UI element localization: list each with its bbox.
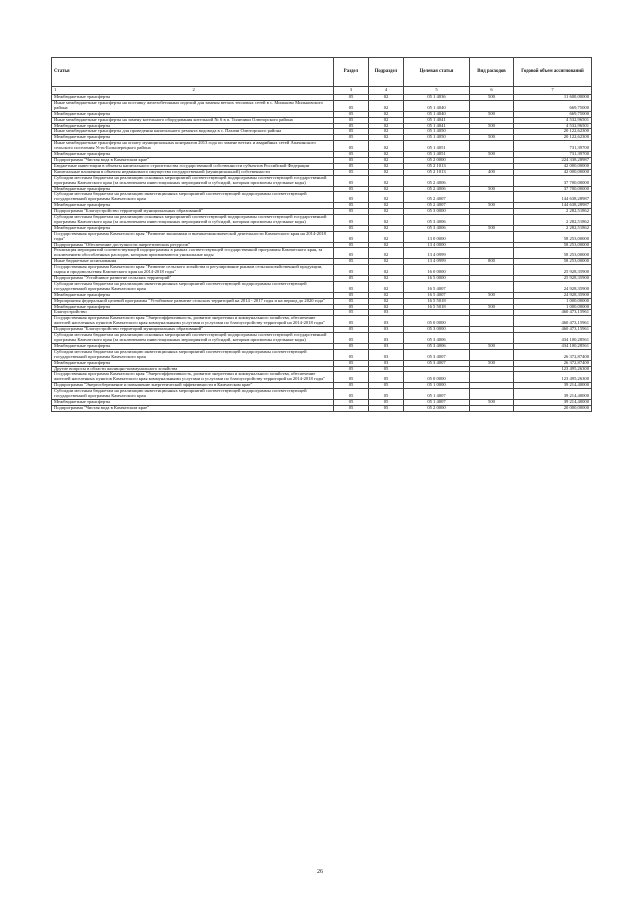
row-section: 05	[334, 372, 369, 383]
row-amount: 58 253,00000	[514, 248, 592, 259]
row-target: 05 1 4007	[404, 389, 470, 400]
row-subsection: 02	[369, 152, 404, 158]
row-target: 13 0 0000	[404, 231, 470, 242]
row-target: 05 1 4050	[404, 135, 470, 141]
row-name: Межбюджетные трансферты	[52, 135, 334, 141]
row-subsection: 02	[369, 209, 404, 215]
row-amount: 731,39700	[514, 141, 592, 152]
row-section: 05	[334, 265, 369, 276]
row-amount: 37 700,00000	[514, 186, 592, 192]
row-target: 05 2 1013	[404, 169, 470, 175]
row-subsection: 02	[369, 203, 404, 209]
row-expense	[470, 175, 514, 186]
row-name: Благоустройство	[52, 310, 334, 316]
row-expense	[470, 215, 514, 226]
header-name: Статья	[52, 58, 334, 87]
table-header-row	[52, 58, 592, 87]
row-target: 05 1 4040	[404, 100, 470, 111]
row-section: 05	[334, 225, 369, 231]
table-row	[52, 389, 592, 400]
row-subsection: 03	[369, 360, 404, 366]
table-row	[52, 333, 592, 344]
row-amount: 20 000,00000	[514, 405, 592, 411]
header-subsection: Подраздел	[369, 58, 404, 87]
row-name: Межбюджетные трансферты	[52, 399, 334, 405]
row-expense: 500	[470, 152, 514, 158]
row-name: Иные межбюджетные трансферты на поставку железобетонных изделий для замены ветхих тепловых сетей в с. Мильково Мильковского района	[52, 100, 334, 111]
row-section: 05	[334, 399, 369, 405]
row-subsection: 02	[369, 117, 404, 123]
row-section: 05	[334, 129, 369, 135]
row-expense: 500	[470, 203, 514, 209]
row-expense: 500	[470, 304, 514, 310]
table-row	[52, 405, 592, 411]
row-name: Субсидии местным бюджетам на реализацию инвестиционных мероприятий соответствующей подпрограммы соответствующей государственной программы Камчатского края	[52, 349, 334, 360]
row-target: 05 0 0000	[404, 316, 470, 327]
row-name: Другие вопросы в области жилищно-коммунального хозяйства	[52, 366, 334, 372]
row-target: 05 2 4007	[404, 192, 470, 203]
row-section: 05	[334, 248, 369, 259]
row-subsection: 02	[369, 225, 404, 231]
row-section: 05	[334, 231, 369, 242]
row-target: 16 5 4007	[404, 281, 470, 292]
row-expense: 500	[470, 186, 514, 192]
row-section: 05	[334, 276, 369, 282]
row-amount: 224 338,28987	[514, 157, 592, 163]
row-section: 05	[334, 215, 369, 226]
row-section: 05	[334, 343, 369, 349]
row-expense: 500	[470, 399, 514, 405]
row-expense: 500	[470, 95, 514, 101]
row-section: 05	[334, 281, 369, 292]
header-section: Раздел	[334, 58, 369, 87]
row-amount: 25 928,35900	[514, 276, 592, 282]
row-amount: 20 122,62300	[514, 135, 592, 141]
row-subsection: 02	[369, 169, 404, 175]
row-subsection: 02	[369, 298, 404, 304]
column-number: 7	[514, 87, 592, 95]
row-subsection: 05	[369, 383, 404, 389]
row-subsection: 02	[369, 157, 404, 163]
row-name: Субсидии местным бюджетам на реализацию основных мероприятий соответствующей подпрограммы соответствующей государственной программы Камчатского края (за исключением инвестиционных мероприятий и субсидий, которым присвоены отдельные коды)	[52, 333, 334, 344]
row-section: 05	[334, 100, 369, 111]
row-expense	[470, 192, 514, 203]
header-expense: Вид расходов	[470, 58, 514, 87]
row-amount: 731,39700	[514, 152, 592, 158]
row-target: 05 3 4006	[404, 225, 470, 231]
row-target: 05 1 4040	[404, 111, 470, 117]
row-subsection: 03	[369, 333, 404, 344]
row-amount: 25 928,35900	[514, 265, 592, 276]
table-row	[52, 349, 592, 360]
row-subsection: 02	[369, 215, 404, 226]
row-section: 05	[334, 163, 369, 169]
header-amount: Годовой объем ассигнований	[514, 58, 592, 87]
row-amount: 1 000,00000	[514, 304, 592, 310]
table-row	[52, 175, 592, 186]
row-expense	[470, 141, 514, 152]
row-amount: 2 282,51862	[514, 209, 592, 215]
row-target: 05 1 4041	[404, 123, 470, 129]
row-subsection: 03	[369, 310, 404, 316]
row-expense: 400	[470, 169, 514, 175]
row-section: 05	[334, 310, 369, 316]
row-name: Субсидии местным бюджетам на реализацию инвестиционных мероприятий соответствующей подпрограммы соответствующей государственной программы Камчатского края	[52, 192, 334, 203]
row-section: 05	[334, 349, 369, 360]
row-target: 05 1 4051	[404, 141, 470, 152]
column-number-row	[52, 87, 592, 95]
row-name: Межбюджетные трансферты	[52, 225, 334, 231]
row-expense: 500	[470, 360, 514, 366]
row-name: Подпрограмма "Благоустройство территорий муниципальных образований"	[52, 327, 334, 333]
row-target: 05 3 4006	[404, 215, 470, 226]
row-name: Межбюджетные трансферты	[52, 186, 334, 192]
row-section: 05	[334, 405, 369, 411]
row-subsection: 02	[369, 111, 404, 117]
table-row	[52, 281, 592, 292]
row-subsection: 02	[369, 304, 404, 310]
row-section: 05	[334, 242, 369, 248]
row-subsection: 02	[369, 129, 404, 135]
row-expense: 500	[470, 123, 514, 129]
row-name: Иные межбюджетные трансферты на замену котельного оборудования котельной № 6 в п. Тиличики Олюторского района	[52, 117, 334, 123]
table-row	[52, 141, 592, 152]
row-amount: 144 638,28987	[514, 192, 592, 203]
row-amount: 20 122,62300	[514, 129, 592, 135]
row-amount: 24 928,35900	[514, 292, 592, 298]
row-section: 05	[334, 192, 369, 203]
table-row	[52, 316, 592, 327]
row-amount: 42 000,00000	[514, 163, 592, 169]
row-section: 05	[334, 366, 369, 372]
row-expense: 500	[470, 111, 514, 117]
row-name: Межбюджетные трансферты	[52, 152, 334, 158]
row-subsection: 02	[369, 231, 404, 242]
row-section: 05	[334, 169, 369, 175]
row-amount: 144 638,28987	[514, 203, 592, 209]
row-expense: 500	[470, 292, 514, 298]
row-name: Бюджетные инвестиции в объекты капитального строительства государственной собственности субъектов Российской Федерации	[52, 163, 334, 169]
column-number: 1	[54, 87, 57, 93]
row-expense	[470, 265, 514, 276]
column-number: 5	[404, 87, 470, 95]
row-target: 05 1 4051	[404, 152, 470, 158]
row-section: 05	[334, 209, 369, 215]
row-subsection: 05	[369, 399, 404, 405]
row-expense	[470, 231, 514, 242]
row-name: Межбюджетные трансферты	[52, 360, 334, 366]
row-target: 05 2 0000	[404, 405, 470, 411]
row-amount: 37 700,00000	[514, 175, 592, 186]
row-section: 05	[334, 117, 369, 123]
row-amount: 24 928,35900	[514, 281, 592, 292]
column-number: 6	[470, 87, 514, 95]
row-amount: 460 473,15961	[514, 316, 592, 327]
row-amount: 123 495,26300	[514, 366, 592, 372]
row-section: 05	[334, 333, 369, 344]
row-subsection: 02	[369, 281, 404, 292]
page-number: 26	[317, 869, 323, 875]
row-subsection: 03	[369, 349, 404, 360]
header-target: Целевая статья	[404, 58, 470, 87]
table-row	[52, 192, 592, 203]
row-subsection: 02	[369, 100, 404, 111]
row-amount: 669,75000	[514, 111, 592, 117]
row-target: 05 1 4007	[404, 399, 470, 405]
table-row	[52, 372, 592, 383]
row-target: 13 4 0000	[404, 242, 470, 248]
row-target: 05 2 4007	[404, 203, 470, 209]
row-amount: 42 000,00000	[514, 169, 592, 175]
row-subsection: 02	[369, 186, 404, 192]
row-target: 05 0 0000	[404, 372, 470, 383]
row-target: 05 1 0000	[404, 383, 470, 389]
row-expense: 500	[470, 343, 514, 349]
column-number: 3	[334, 87, 369, 95]
row-target: 05 2 0000	[404, 157, 470, 163]
row-amount: 26 372,87400	[514, 349, 592, 360]
row-name: Межбюджетные трансферты	[52, 123, 334, 129]
row-target: 05 3 4006	[404, 343, 470, 349]
row-name: Подпрограмма "Чистая вода в Камчатском крае"	[52, 405, 334, 411]
row-name: Субсидии местным бюджетам на реализацию основных мероприятий соответствующей подпрограммы соответствующей государственной программы Камчатского края (за исключением инвестиционных мероприятий и субсидий, которым присвоены отдельные коды)	[52, 175, 334, 186]
row-amount: 2 282,51862	[514, 215, 592, 226]
table-body	[52, 95, 592, 412]
row-name: Межбюджетные трансферты	[52, 203, 334, 209]
row-name: Субсидии местным бюджетам на реализацию основных мероприятий соответствующей подпрограммы соответствующей государственной программы Камчатского края (за исключением инвестиционных мероприятий и субсидий, которым присвоены отдельные коды)	[52, 215, 334, 226]
row-subsection: 02	[369, 248, 404, 259]
row-amount: 460 473,15961	[514, 327, 592, 333]
row-expense	[470, 100, 514, 111]
column-number: 4	[369, 87, 404, 95]
row-name: Субсидии местным бюджетам на реализацию инвестиционных мероприятий соответствующей подпрограммы соответствующей государственной программы Камчатского края	[52, 281, 334, 292]
row-section: 05	[334, 259, 369, 265]
row-amount: 58 253,00000	[514, 259, 592, 265]
row-subsection: 02	[369, 123, 404, 129]
table-row	[52, 265, 592, 276]
row-name: Подпрограмма "Энергосбережение и повышение энергетической эффективности в Камчатском крае"	[52, 383, 334, 389]
row-expense: 800	[470, 259, 514, 265]
row-name: Подпрограмма "Устойчивое развитие сельских территорий"	[52, 276, 334, 282]
row-target: 05 3 4007	[404, 360, 470, 366]
row-name: Межбюджетные трансферты	[52, 95, 334, 101]
row-amount: 123 495,26300	[514, 372, 592, 383]
row-expense: 500	[470, 225, 514, 231]
row-amount: 1 000,00000	[514, 298, 592, 304]
row-section: 05	[334, 304, 369, 310]
row-name: Государственная программа Камчатского края "Развитие сельского хозяйства и регулирование рынков сельскохозяйственной продукции, сырья и продовольствия Камчатского края на 2014-2018 годы"	[52, 265, 334, 276]
row-amount: 39 214,40000	[514, 383, 592, 389]
row-name: Государственная программа Камчатского края "Развитие экономики и внешнеэкономической деятельности Камчатского края на 2014-2018 годы"	[52, 231, 334, 242]
row-subsection: 02	[369, 135, 404, 141]
budget-document	[51, 57, 591, 412]
row-subsection: 02	[369, 292, 404, 298]
row-subsection: 02	[369, 175, 404, 186]
row-amount: 434 100,28561	[514, 333, 592, 344]
table-row	[52, 248, 592, 259]
row-amount: 460 473,15961	[514, 310, 592, 316]
row-section: 05	[334, 111, 369, 117]
row-section: 05	[334, 95, 369, 101]
row-section: 05	[334, 292, 369, 298]
row-target: 05 1 4050	[404, 129, 470, 135]
row-name: Подпрограмма "Благоустройство территорий муниципальных образований"	[52, 209, 334, 215]
row-subsection: 02	[369, 163, 404, 169]
row-name: Подпрограмма "Обеспечение доступности энергетических ресурсов"	[52, 242, 334, 248]
row-section: 05	[334, 360, 369, 366]
row-subsection: 02	[369, 192, 404, 203]
column-number: 2	[192, 87, 195, 93]
row-subsection: 02	[369, 259, 404, 265]
row-section: 05	[334, 383, 369, 389]
row-section: 05	[334, 186, 369, 192]
row-amount: 26 372,87400	[514, 360, 592, 366]
row-target: 16 5 0000	[404, 276, 470, 282]
row-subsection: 03	[369, 343, 404, 349]
row-section: 05	[334, 327, 369, 333]
row-section: 05	[334, 389, 369, 400]
row-name: Межбюджетные трансферты	[52, 111, 334, 117]
row-amount: 4 532,96501	[514, 117, 592, 123]
row-name: Подпрограмма "Чистая вода в Камчатском крае"	[52, 157, 334, 163]
row-expense: 500	[470, 135, 514, 141]
row-target: 05 3 0000	[404, 209, 470, 215]
row-amount: 58 253,00000	[514, 242, 592, 248]
row-subsection: 02	[369, 141, 404, 152]
row-section: 05	[334, 152, 369, 158]
row-name: Межбюджетные трансферты	[52, 343, 334, 349]
row-section: 05	[334, 316, 369, 327]
row-amount: 39 214,40000	[514, 399, 592, 405]
row-amount: 669,75000	[514, 100, 592, 111]
row-target: 16 5 5018	[404, 304, 470, 310]
row-name: Мероприятия федеральной целевой программы "Устойчивое развитие сельских территорий на 2014 - 2017 годы и на период до 2020 года"	[52, 298, 334, 304]
row-subsection: 02	[369, 276, 404, 282]
budget-table	[51, 57, 592, 412]
row-target: 05 3 4007	[404, 349, 470, 360]
row-section: 05	[334, 298, 369, 304]
row-expense	[470, 281, 514, 292]
row-subsection: 03	[369, 327, 404, 333]
row-amount: 39 214,40000	[514, 389, 592, 400]
row-target: 05 3 4006	[404, 333, 470, 344]
row-section: 05	[334, 123, 369, 129]
row-expense	[470, 316, 514, 327]
row-target: 05 2 1013	[404, 163, 470, 169]
row-subsection: 05	[369, 366, 404, 372]
row-name: Иные бюджетные ассигнования	[52, 259, 334, 265]
row-target: 05 1 4041	[404, 117, 470, 123]
row-name: Межбюджетные трансферты	[52, 292, 334, 298]
row-section: 05	[334, 157, 369, 163]
row-expense	[470, 349, 514, 360]
row-target: 05 3 0000	[404, 327, 470, 333]
row-subsection: 05	[369, 389, 404, 400]
row-section: 05	[334, 203, 369, 209]
row-expense	[470, 405, 514, 411]
table-row	[52, 215, 592, 226]
row-name: Иные межбюджетные трансферты для проведения капитального ремонта водовода в с. Пахачи Олюторского района	[52, 129, 334, 135]
row-name: Межбюджетные трансферты	[52, 304, 334, 310]
row-target: 16 0 0000	[404, 265, 470, 276]
table-row	[52, 231, 592, 242]
row-target: 13 4 0999	[404, 259, 470, 265]
table-row	[52, 100, 592, 111]
row-name: Иные межбюджетные трансферты на оплату муниципальных контрактов 2013 года по замене ветхих и аварийных сетей Апачинского сельского поселения Усть-Большерецкого района	[52, 141, 334, 152]
row-expense	[470, 333, 514, 344]
row-subsection: 03	[369, 316, 404, 327]
row-expense	[470, 389, 514, 400]
row-amount: 434 100,28561	[514, 343, 592, 349]
row-subsection: 05	[369, 405, 404, 411]
row-target: 13 4 0999	[404, 248, 470, 259]
row-subsection: 02	[369, 95, 404, 101]
row-subsection: 02	[369, 242, 404, 248]
row-subsection: 02	[369, 265, 404, 276]
row-target: 05 2 4006	[404, 186, 470, 192]
row-subsection: 05	[369, 372, 404, 383]
row-target: 05 1 4036	[404, 95, 470, 101]
row-target: 16 5 4007	[404, 292, 470, 298]
row-section: 05	[334, 175, 369, 186]
row-name: Реализация мероприятий соответствующей подпрограммы в рамках соответствующей государственной программы Камчатского края, за исключением обособленных расходов, которым присваиваются уникальные коды	[52, 248, 334, 259]
row-amount: 4 532,96501	[514, 123, 592, 129]
row-expense	[470, 248, 514, 259]
row-name: Государственная программа Камчатского края "Энергоэффективность, развитие энергетики и коммунального хозяйства, обеспечение жителей населенных пунктов Камчатского края коммунальными услугами и услугами по благоустройству территорий на 2014-2018 годы"	[52, 316, 334, 327]
row-name: Государственная программа Камчатского края "Энергоэффективность, развитие энергетики и коммунального хозяйства, обеспечение жителей населенных пунктов Камчатского края коммунальными услугами и услугами по благоустройству территорий на 2014-2018 годы"	[52, 372, 334, 383]
row-section: 05	[334, 141, 369, 152]
row-name: Капитальные вложения в объекты недвижимого имущества государственной (муниципальной) собственности	[52, 169, 334, 175]
row-section: 05	[334, 135, 369, 141]
row-name: Субсидии местным бюджетам на реализацию инвестиционных мероприятий соответствующей подпрограммы соответствующей государственной программы Камчатского края	[52, 389, 334, 400]
row-target: 16 5 5018	[404, 298, 470, 304]
row-expense	[470, 372, 514, 383]
row-target: 05 2 4006	[404, 175, 470, 186]
row-amount: 2 282,51862	[514, 225, 592, 231]
row-amount: 11 600,00000	[514, 95, 592, 101]
row-amount: 58 253,00000	[514, 231, 592, 242]
